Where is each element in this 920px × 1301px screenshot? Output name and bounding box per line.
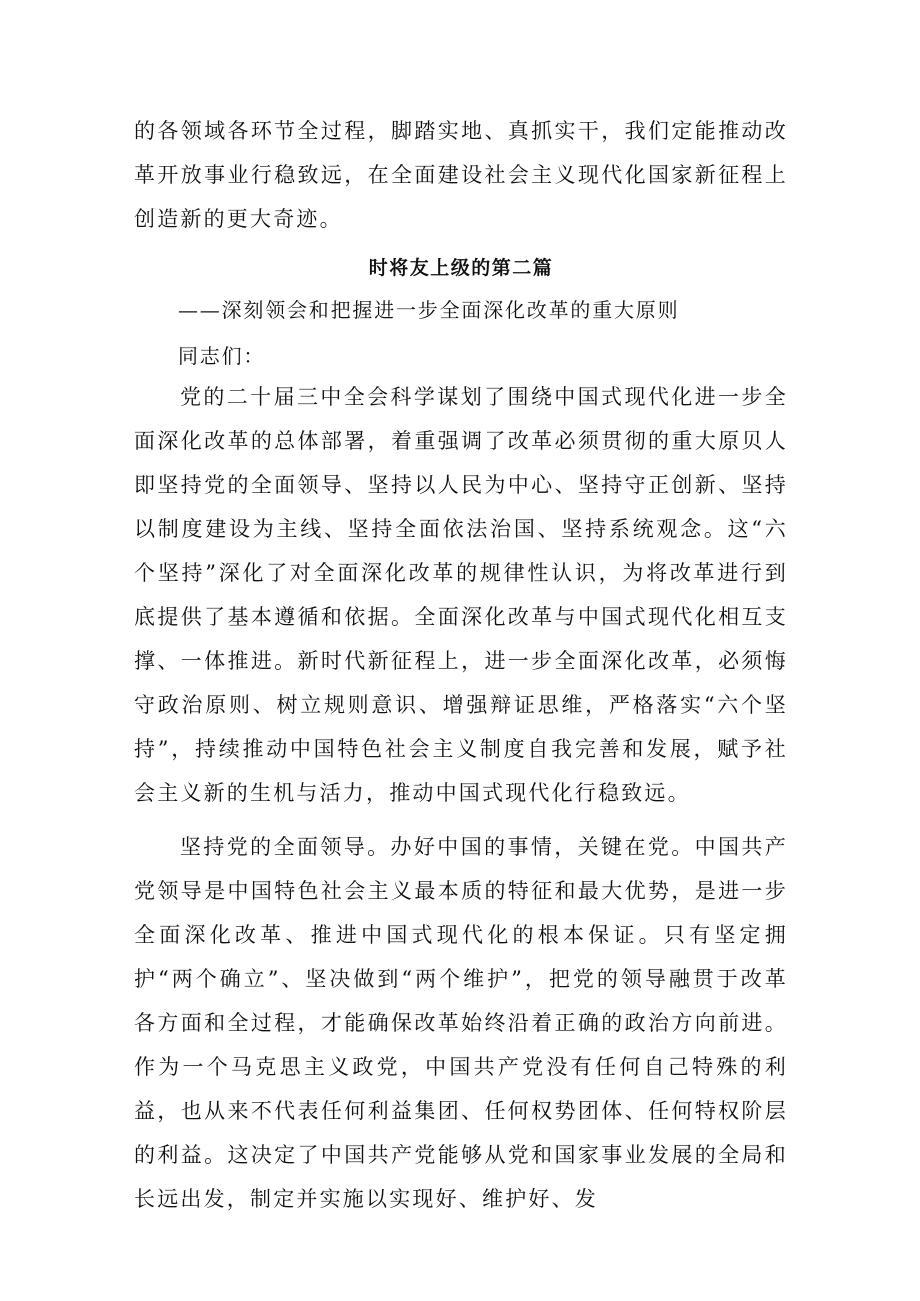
section-subtitle: ——深刻领会和把握进一步全面深化改革的重大原则 [178, 298, 680, 322]
salutation: 同志们： [178, 344, 266, 368]
body-paragraph: 党的二十届三中全会科学谋划了围绕中国式现代化进一步全面深化改革的总体部署，着重强调了改革必须贯彻的重大原贝人即坚持党的全面领导、坚持以人民为中心、坚持守正创新、坚持以制度建设为主线、坚持全面依法治国、坚持系统观念。这“六个坚持”深化了对全面深化改革的规律性认识，为将改革进行到底提供了基本遵循和依据。全面深化改革与中国式现代化相互支撑、一体推进。新时代新征程上，进一步全面深化改革，必须悔守政治原则、树立规则意识、增强辩证思维，严格落实“六个坚持”，持续推动中国特色社会主义制度自我完善和发展，赋予社会主义新的生机与活力，推动中国式现代化行稳致远。 [134, 385, 788, 805]
body-paragraph: 坚持党的全面领导。办好中国的事情，关键在党。中国共产党领导是中国特色社会主义最本质的特征和最大优势，是进一步全面深化改革、推进中国式现代化的根本保证。只有坚定拥护“两个确立”、坚决做到“两个维护”，把党的领导融贯于改革各方面和全过程，才能确保改革始终沿着正确的政治方向前进。作为一个马克思主义政党，中国共产党没有任何自己特殊的利益，也从来不代表任何利益集团、任何权势团体、任何特权阶层的利益。这决定了中国共产党能够从党和国家事业发展的全局和长远出发，制定并实施以实现好、维护好、发 [134, 835, 788, 1211]
intro-paragraph: 的各领域各环节全过程，脚踏实地、真抓实干，我们定能推动改革开放事业行稳致远，在全面建设社会主义现代化国家新征程上创造新的更大奇迹。 [134, 119, 788, 231]
section-title: 时将友上级的第二篇 [368, 257, 554, 279]
